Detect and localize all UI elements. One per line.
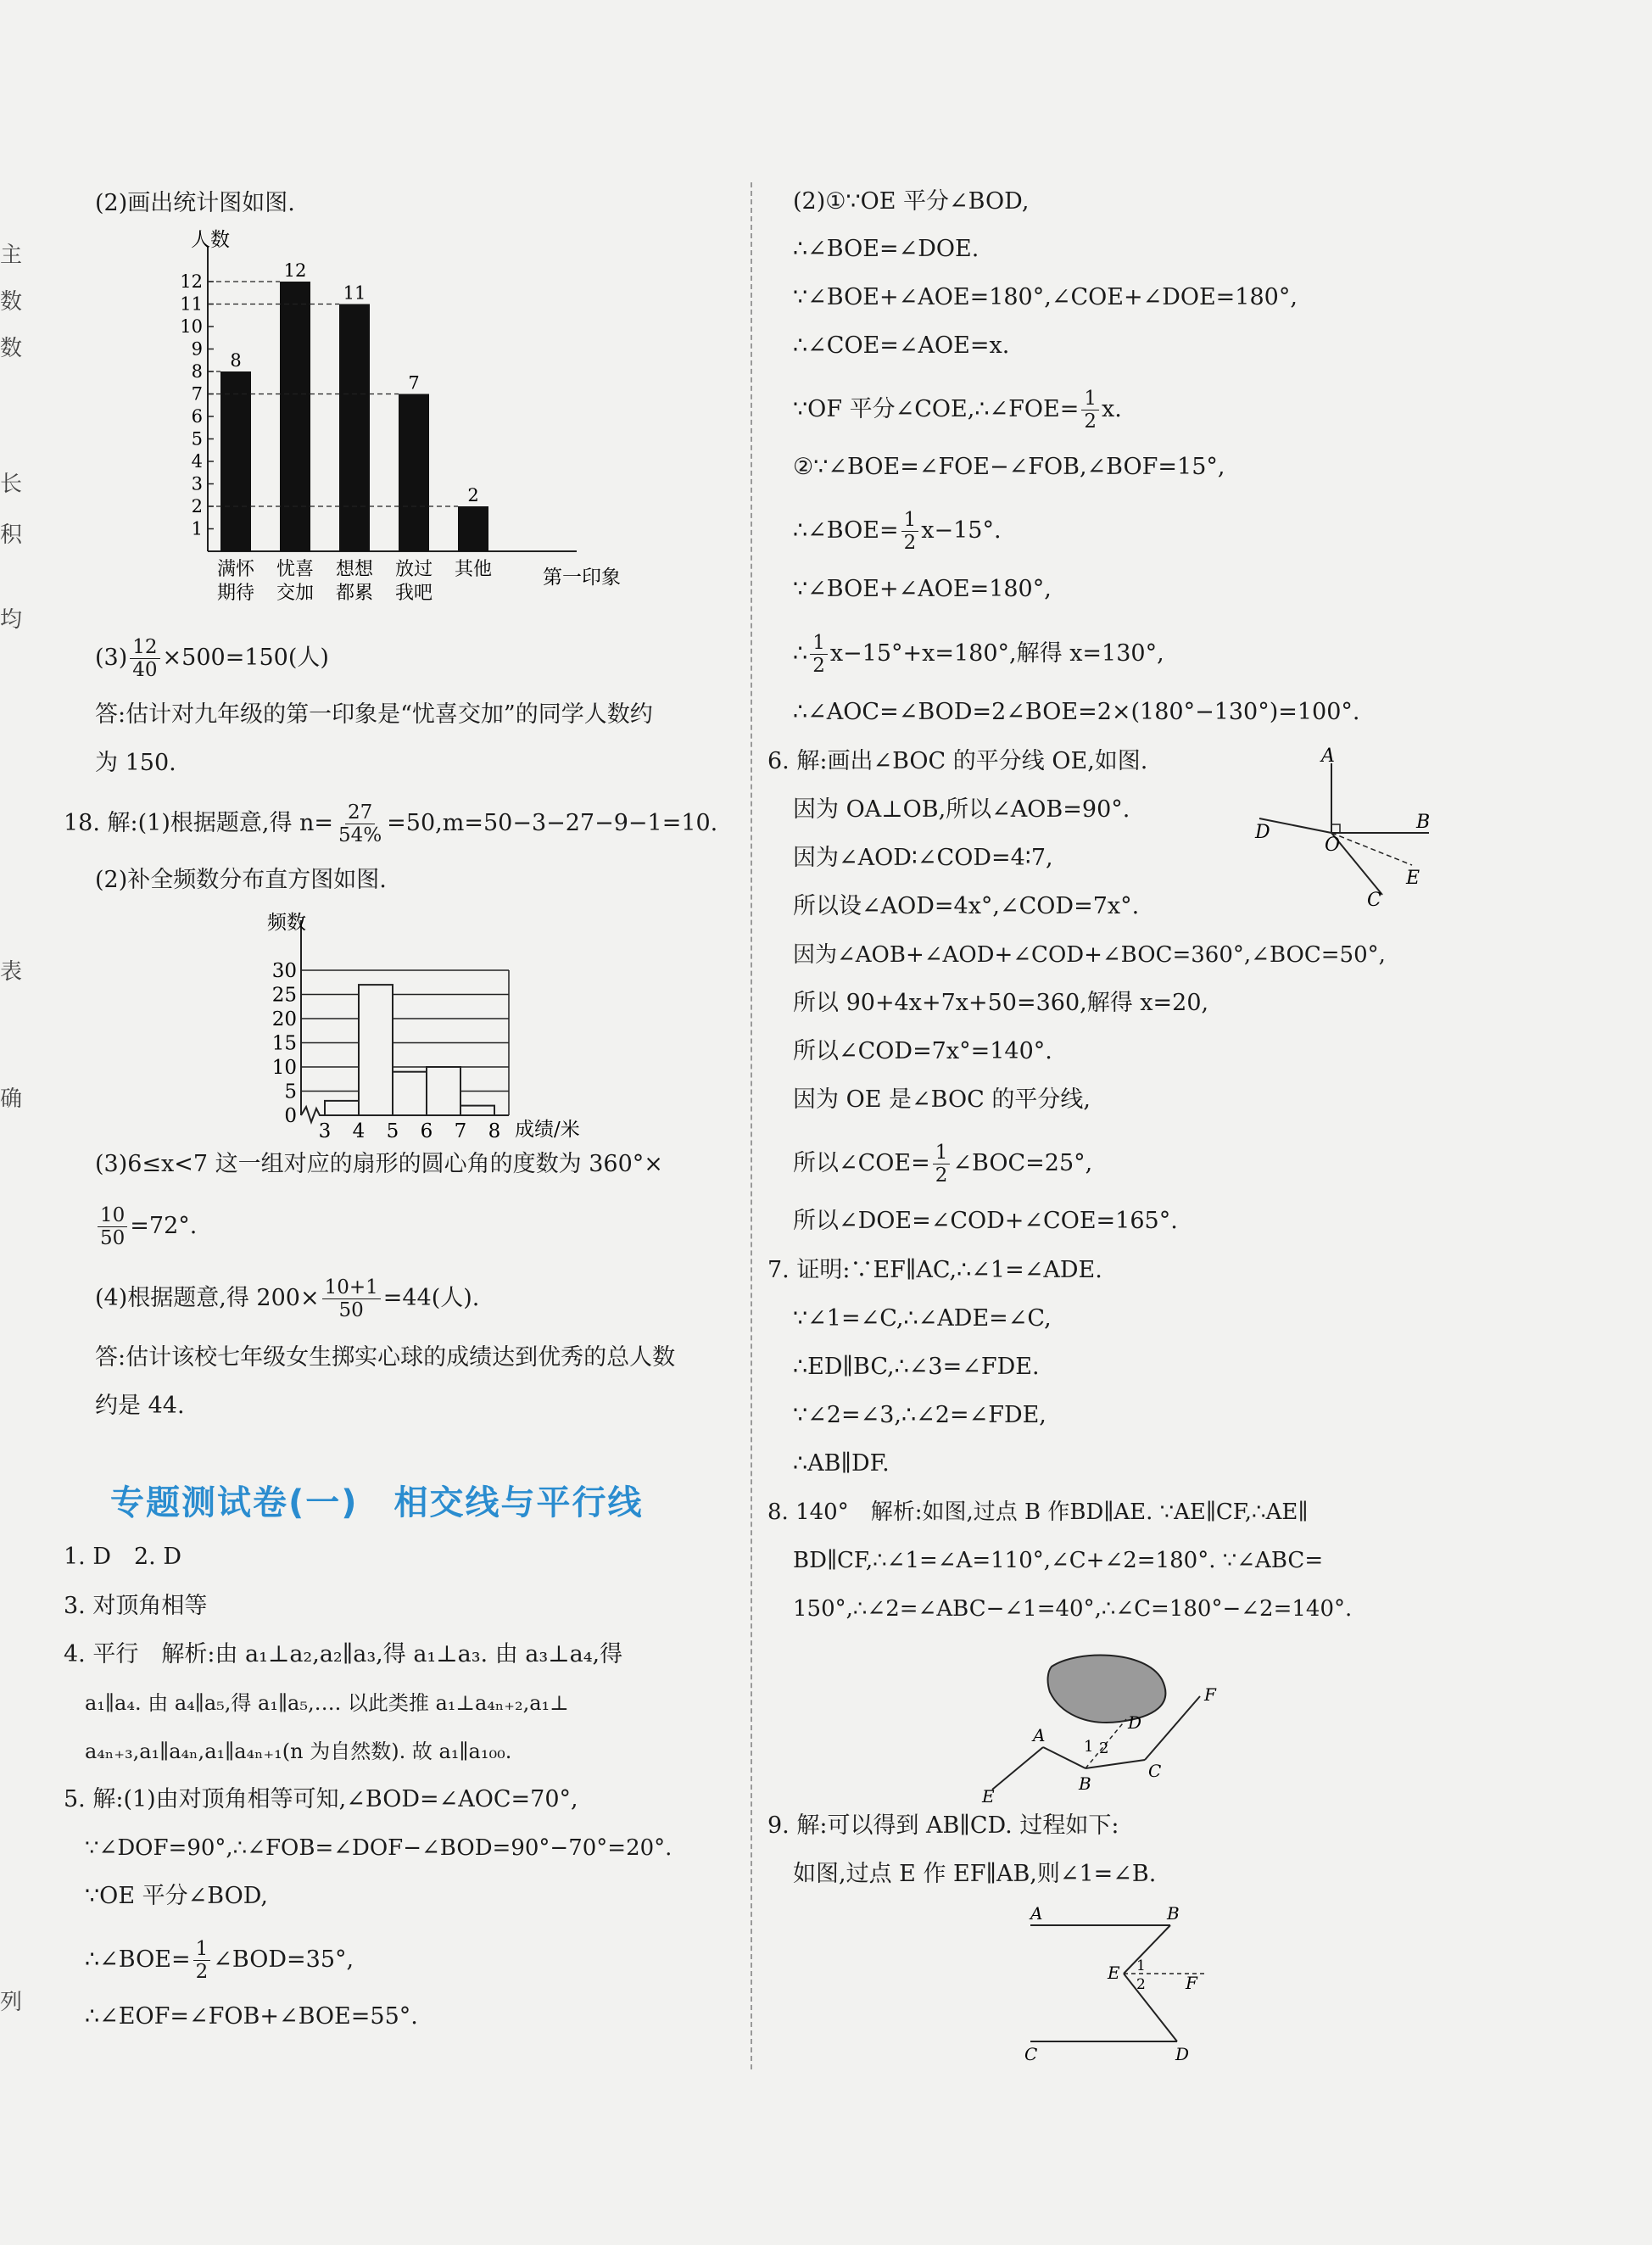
ray-od bbox=[1259, 818, 1331, 833]
q6-line10: 所以∠DOE=∠COD+∠COE=165°. bbox=[793, 1208, 1178, 1234]
x-axis-label: 成绩/米 bbox=[515, 1119, 580, 1141]
category-label: 我吧 bbox=[394, 583, 433, 604]
q7-line3: ∴ED∥BC,∴∠3=∠FDE. bbox=[793, 1354, 1040, 1380]
text: =44(人). bbox=[382, 1285, 480, 1311]
answer-5-line2: ∵∠DOF=90°,∴∠FOB=∠DOF−∠BOD=90°−70°=20°. bbox=[85, 1835, 673, 1861]
q18-part4 bbox=[95, 1276, 479, 1321]
fraction bbox=[322, 1276, 381, 1321]
histogram-content bbox=[267, 912, 580, 1141]
q8-line1: 8. 140° 解析:如图,过点 B 作BD∥AE. ∵AE∥CF,∴AE∥ bbox=[767, 1499, 1309, 1525]
label-c: C bbox=[1024, 2044, 1038, 2064]
category-label: 想想 bbox=[335, 559, 374, 580]
label-b: B bbox=[1416, 812, 1431, 833]
edge-char: 数 bbox=[0, 289, 23, 315]
text: x−15°+x=180°,解得 x=130°, bbox=[829, 640, 1164, 667]
y-tick-label: 25 bbox=[271, 984, 297, 1007]
bar-value-label: 11 bbox=[343, 282, 366, 304]
r-line6: ②∵∠BOE=∠FOE−∠FOB,∠BOF=15°, bbox=[793, 454, 1225, 480]
q17-answer-line1: 答:估计对九年级的第一印象是“忧喜交加”的同学人数约 bbox=[95, 701, 653, 728]
numerator: 10+1 bbox=[322, 1276, 381, 1299]
text: ∴ bbox=[793, 640, 808, 667]
label-c: C bbox=[1367, 890, 1381, 907]
x-tick-label: 4 bbox=[352, 1120, 366, 1141]
y-tick-label: 11 bbox=[180, 293, 203, 315]
label-c: C bbox=[1148, 1761, 1162, 1781]
ray-oe bbox=[1331, 833, 1412, 865]
q18-part3-line1: (3)6≤x<7 这一组对应的扇形的圆心角的度数为 360°× bbox=[95, 1151, 663, 1177]
y-tick-label: 3 bbox=[191, 473, 203, 494]
label-a: A bbox=[1030, 1904, 1043, 1924]
q18-part2: (2)补全频数分布直方图如图. bbox=[95, 867, 387, 893]
category-label: 交加 bbox=[276, 583, 315, 604]
q9-line1: 9. 解:可以得到 AB∥CD. 过程如下: bbox=[767, 1812, 1119, 1839]
edge-char: 积 bbox=[0, 522, 23, 548]
q18-part1 bbox=[64, 801, 717, 846]
q8-line2: BD∥CF,∴∠1=∠A=110°,∠C+∠2=180°. ∵∠ABC= bbox=[793, 1548, 1324, 1573]
category-label: 都累 bbox=[335, 583, 374, 604]
bar bbox=[280, 282, 310, 551]
label-e: E bbox=[1108, 1963, 1120, 1983]
fraction bbox=[933, 1142, 951, 1187]
text: ∵OF 平分∠COE,∴∠FOE= bbox=[793, 396, 1080, 422]
label-b: B bbox=[1167, 1904, 1180, 1924]
q8-line3: 150°,∴∠2=∠ABC−∠1=40°,∴∠C=180°−∠2=140°. bbox=[793, 1596, 1353, 1622]
q6-line2: 因为 OA⊥OB,所以∠AOB=90°. bbox=[793, 796, 1130, 823]
label-e: E bbox=[1406, 868, 1420, 889]
y-tick-label: 10 bbox=[271, 1057, 297, 1079]
text: (4)根据题意,得 200× bbox=[95, 1285, 320, 1311]
r-line1: (2)①∵OE 平分∠BOD, bbox=[793, 188, 1030, 215]
column-divider bbox=[751, 182, 752, 2069]
lake-shape bbox=[1048, 1655, 1166, 1722]
y-tick-label: 20 bbox=[271, 1008, 297, 1030]
section-title: 专题测试卷(一) 相交线与平行线 bbox=[110, 1483, 644, 1522]
label-f: F bbox=[1204, 1684, 1216, 1705]
figure-q9 bbox=[1009, 1904, 1221, 2065]
r-line8: ∵∠BOE+∠AOE=180°, bbox=[793, 576, 1052, 602]
denominator: 2 bbox=[1084, 410, 1097, 433]
r-line5 bbox=[793, 388, 1122, 433]
right-angle-mark bbox=[1331, 824, 1340, 833]
bar-chart bbox=[170, 229, 645, 619]
bar bbox=[339, 304, 370, 552]
y-tick-label: 2 bbox=[191, 496, 203, 517]
y-tick-label: 30 bbox=[271, 960, 297, 982]
text: ×500=150(人) bbox=[162, 645, 329, 671]
q6-line4: 所以设∠AOD=4x°,∠COD=7x°. bbox=[793, 893, 1140, 919]
y-tick-label: 5 bbox=[191, 428, 203, 450]
r-line10: ∴∠AOC=∠BOD=2∠BOE=2×(180°−130°)=100°. bbox=[793, 699, 1360, 725]
edge-char: 列 bbox=[0, 1990, 23, 2015]
denominator: 40 bbox=[132, 659, 158, 681]
y-tick-label: 5 bbox=[284, 1081, 297, 1103]
road-bc bbox=[1086, 1760, 1145, 1768]
q18-answer-line2: 约是 44. bbox=[95, 1393, 185, 1419]
text: =50,m=50−3−27−9−1=10. bbox=[387, 810, 718, 836]
text: x. bbox=[1101, 396, 1122, 422]
bar-value-label: 8 bbox=[230, 350, 242, 371]
denominator: 50 bbox=[338, 1299, 364, 1321]
category-label: 其他 bbox=[454, 559, 493, 580]
q6-line5: 因为∠AOB+∠AOD+∠COD+∠BOC=360°,∠BOC=50°, bbox=[793, 942, 1386, 968]
category-label: 满怀 bbox=[216, 559, 255, 580]
answer-5-line4 bbox=[85, 1938, 354, 1983]
x-tick-label: 5 bbox=[386, 1120, 399, 1141]
q7-line2: ∵∠1=∠C,∴∠ADE=∠C, bbox=[793, 1305, 1052, 1332]
y-tick-label: 4 bbox=[191, 451, 203, 472]
x-axis-label: 第一印象 bbox=[543, 567, 621, 589]
r-line4: ∴∠COE=∠AOE=x. bbox=[793, 332, 1010, 359]
x-tick-label: 6 bbox=[420, 1120, 433, 1141]
text: ∠BOD=35°, bbox=[213, 1946, 354, 1973]
numerator: 10 bbox=[98, 1204, 127, 1227]
fraction bbox=[130, 636, 159, 681]
numerator: 1 bbox=[810, 632, 828, 655]
y-tick-label: 9 bbox=[191, 338, 203, 360]
category-label: 放过 bbox=[394, 559, 433, 580]
category-label: 忧喜 bbox=[276, 559, 315, 580]
edge-char: 主 bbox=[0, 243, 23, 268]
label-a: A bbox=[1321, 746, 1335, 767]
text: ∴∠BOE= bbox=[85, 1946, 191, 1973]
numerator: 1 bbox=[1081, 388, 1099, 410]
fraction bbox=[1081, 388, 1099, 433]
q6-line9 bbox=[793, 1142, 1092, 1187]
label-1: 1 bbox=[1084, 1738, 1094, 1756]
answer-5-line3: ∵OE 平分∠BOD, bbox=[85, 1883, 268, 1909]
numerator: 27 bbox=[345, 801, 375, 824]
bar bbox=[399, 394, 429, 552]
histogram-bar bbox=[393, 1072, 427, 1115]
answer-4-line1: 4. 平行 解析:由 a₁⊥a₂,a₂∥a₃,得 a₁⊥a₃. 由 a₃⊥a₄,得 bbox=[64, 1641, 623, 1667]
label-f: F bbox=[1186, 1973, 1197, 1993]
histogram-chart bbox=[229, 912, 602, 1141]
label-2: 2 bbox=[1099, 1740, 1109, 1757]
y-axis-label: 频数 bbox=[267, 912, 306, 934]
bar bbox=[458, 506, 488, 551]
q17-part3 bbox=[95, 636, 329, 681]
q7-line5: ∴AB∥DF. bbox=[793, 1450, 890, 1477]
q6-line8: 因为 OE 是∠BOC 的平分线, bbox=[793, 1086, 1091, 1113]
bar-value-label: 2 bbox=[467, 485, 479, 505]
road-ea bbox=[992, 1747, 1043, 1790]
bar-value-label: 7 bbox=[408, 372, 420, 394]
y-tick-label: 0 bbox=[284, 1105, 297, 1127]
r-line2: ∴∠BOE=∠DOE. bbox=[793, 236, 979, 262]
q6-line1: 6. 解:画出∠BOC 的平分线 OE,如图. bbox=[767, 748, 1148, 774]
fraction bbox=[98, 1204, 127, 1249]
numerator: 1 bbox=[901, 509, 919, 532]
label-2: 2 bbox=[1136, 1976, 1146, 1993]
fraction bbox=[810, 632, 828, 677]
r-line9 bbox=[793, 632, 1164, 677]
text: 所以∠COE= bbox=[793, 1150, 930, 1176]
text: x−15°. bbox=[921, 517, 1002, 544]
text: ∴∠BOE= bbox=[793, 517, 899, 544]
figure-q8 bbox=[975, 1641, 1238, 1811]
denominator: 2 bbox=[935, 1164, 948, 1187]
numerator: 1 bbox=[193, 1938, 211, 1961]
histogram-bar bbox=[427, 1067, 460, 1115]
edge-char: 长 bbox=[0, 472, 23, 497]
x-tick-label: 3 bbox=[318, 1120, 332, 1141]
numerator: 12 bbox=[130, 636, 159, 659]
r-line3: ∵∠BOE+∠AOE=180°,∠COE+∠DOE=180°, bbox=[793, 284, 1298, 310]
q17-answer-line2: 为 150. bbox=[95, 750, 176, 776]
histogram-bar bbox=[325, 1101, 359, 1115]
denominator: 2 bbox=[812, 655, 825, 677]
label-d: D bbox=[1128, 1712, 1142, 1733]
x-tick-label: 8 bbox=[488, 1120, 501, 1141]
label-o: O bbox=[1325, 835, 1341, 856]
label-d: D bbox=[1255, 822, 1270, 843]
answer-3: 3. 对顶角相等 bbox=[64, 1593, 208, 1619]
bar-value-label: 12 bbox=[283, 260, 307, 281]
fraction bbox=[901, 509, 919, 554]
y-tick-label: 7 bbox=[191, 383, 203, 405]
edge-char: 均 bbox=[0, 607, 23, 633]
q7-line1: 7. 证明:∵EF∥AC,∴∠1=∠ADE. bbox=[767, 1257, 1102, 1283]
r-line7 bbox=[793, 509, 1002, 554]
q9-line2: 如图,过点 E 作 EF∥AB,则∠1=∠B. bbox=[793, 1861, 1157, 1887]
q18-part3-line2 bbox=[95, 1204, 197, 1249]
y-tick-label: 6 bbox=[191, 406, 203, 427]
figure-q6 bbox=[1247, 738, 1450, 907]
answers-1-2: 1. D 2. D bbox=[64, 1544, 181, 1570]
answer-5-line5: ∴∠EOF=∠FOB+∠BOE=55°. bbox=[85, 2003, 418, 2030]
q6-line7: 所以∠COD=7x°=140°. bbox=[793, 1038, 1052, 1064]
label-e: E bbox=[982, 1786, 995, 1807]
text: 18. 解:(1)根据题意,得 n= bbox=[64, 810, 334, 836]
text: (3) bbox=[95, 645, 128, 671]
answer-4-line3: a₄ₙ₊₃,a₁∥a₄ₙ,a₁∥a₄ₙ₊₁(n 为自然数). 故 a₁∥a₁₀₀. bbox=[85, 1740, 512, 1763]
x-tick-label: 7 bbox=[454, 1120, 467, 1141]
denominator: 2 bbox=[195, 1961, 209, 1983]
edge-char: 数 bbox=[0, 336, 23, 361]
line-be bbox=[1124, 1925, 1170, 1974]
edge-char: 表 bbox=[0, 959, 23, 985]
road-ab bbox=[1043, 1747, 1086, 1768]
denominator: 50 bbox=[100, 1227, 126, 1249]
histogram-bar bbox=[359, 985, 393, 1115]
label-a: A bbox=[1033, 1725, 1046, 1745]
denominator: 54% bbox=[338, 824, 382, 846]
denominator: 2 bbox=[903, 532, 917, 554]
q17-part2: (2)画出统计图如图. bbox=[95, 190, 295, 216]
text: ∠BOC=25°, bbox=[952, 1150, 1093, 1176]
y-tick-label: 15 bbox=[271, 1032, 297, 1055]
fraction bbox=[336, 801, 384, 846]
answer-5-line1: 5. 解:(1)由对顶角相等可知,∠BOD=∠AOC=70°, bbox=[64, 1786, 578, 1812]
q6-line3: 因为∠AOD∶∠COD=4∶7, bbox=[793, 845, 1053, 871]
label-1: 1 bbox=[1136, 1957, 1146, 1974]
text: =72°. bbox=[130, 1213, 198, 1239]
line-ed bbox=[1124, 1974, 1177, 2041]
edge-char: 确 bbox=[0, 1086, 23, 1112]
label-d: D bbox=[1175, 2044, 1190, 2064]
y-tick-label: 8 bbox=[191, 361, 203, 382]
bar-chart-content bbox=[180, 229, 621, 604]
y-tick-label: 12 bbox=[180, 271, 203, 292]
q7-line4: ∵∠2=∠3,∴∠2=∠FDE, bbox=[793, 1402, 1046, 1428]
label-b: B bbox=[1079, 1773, 1091, 1794]
numerator: 1 bbox=[933, 1142, 951, 1164]
q18-answer-line1: 答:估计该校七年级女生掷实心球的成绩达到优秀的总人数 bbox=[95, 1344, 676, 1371]
histogram-bar bbox=[460, 1106, 494, 1115]
category-label: 期待 bbox=[216, 583, 255, 604]
y-tick-label: 1 bbox=[191, 518, 203, 539]
bar bbox=[220, 371, 251, 551]
y-axis-label: 人数 bbox=[191, 229, 230, 251]
q6-line6: 所以 90+4x+7x+50=360,解得 x=20, bbox=[793, 990, 1209, 1016]
answer-4-line2: a₁∥a₄. 由 a₄∥a₅,得 a₁∥a₅,…. 以此类推 a₁⊥a₄ₙ₊₂,a₁⊥ bbox=[85, 1691, 569, 1715]
fraction bbox=[193, 1938, 211, 1983]
y-tick-label: 10 bbox=[180, 316, 203, 337]
